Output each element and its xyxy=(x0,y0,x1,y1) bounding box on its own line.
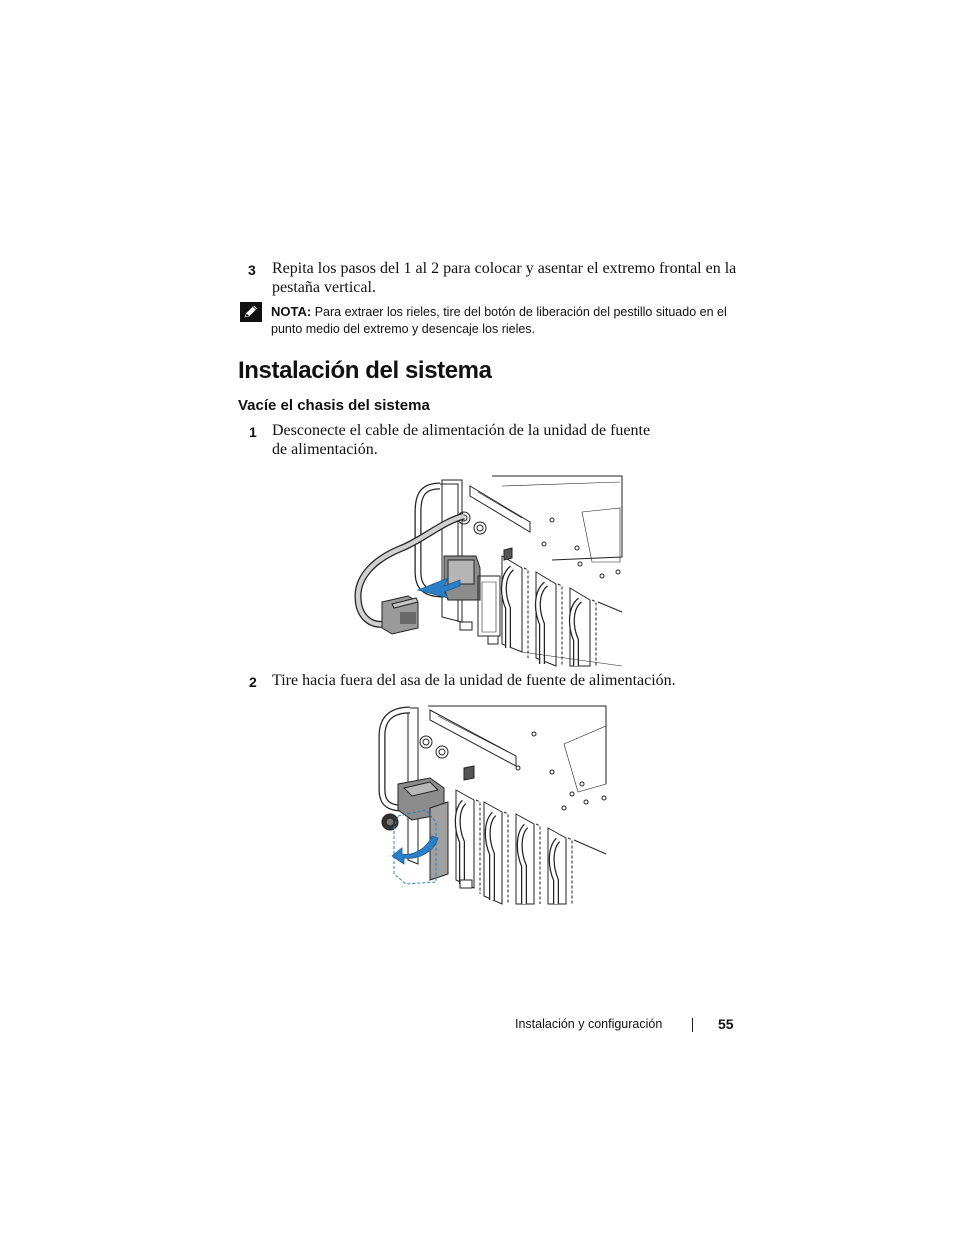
note-pencil-icon xyxy=(240,302,262,322)
step-2-text: Tire hacia fuera del asa de la unidad de fuente de alimentación. xyxy=(272,672,676,689)
section-title: Instalación del sistema xyxy=(238,357,492,384)
footer-divider xyxy=(692,1018,693,1032)
step-1-line-1: Desconecte el cable de alimentación de la unidad de fuente xyxy=(272,422,651,439)
step-1-line-2: de alimentación. xyxy=(272,441,378,458)
step-number-3: 3 xyxy=(248,262,256,278)
footer-section-title: Instalación y configuración xyxy=(515,1017,663,1031)
step-number-2: 2 xyxy=(249,674,257,690)
page-number: 55 xyxy=(718,1016,734,1032)
step-1-text xyxy=(272,421,692,459)
note-text-1: Para extraer los rieles, tire del botón de liberación del pestillo situado en el xyxy=(314,305,727,319)
step-3-text xyxy=(272,259,742,297)
step-3-line-1: Repita los pasos del 1 al 2 para colocar y asentar el extremo frontal en la xyxy=(272,260,737,277)
note-line-2: punto medio del extremo y desencaje los rieles. xyxy=(271,322,536,336)
section-subtitle: Vacíe el chasis del sistema xyxy=(238,397,430,414)
step-number-1: 1 xyxy=(249,424,257,440)
note-label: NOTA: xyxy=(271,304,312,319)
note-line-1 xyxy=(271,303,751,321)
figure-disconnect-power-cable xyxy=(352,472,624,668)
figure-pull-psu-handle xyxy=(368,704,608,908)
step-3-line-2: pestaña vertical. xyxy=(272,279,376,296)
note-block xyxy=(271,303,751,338)
